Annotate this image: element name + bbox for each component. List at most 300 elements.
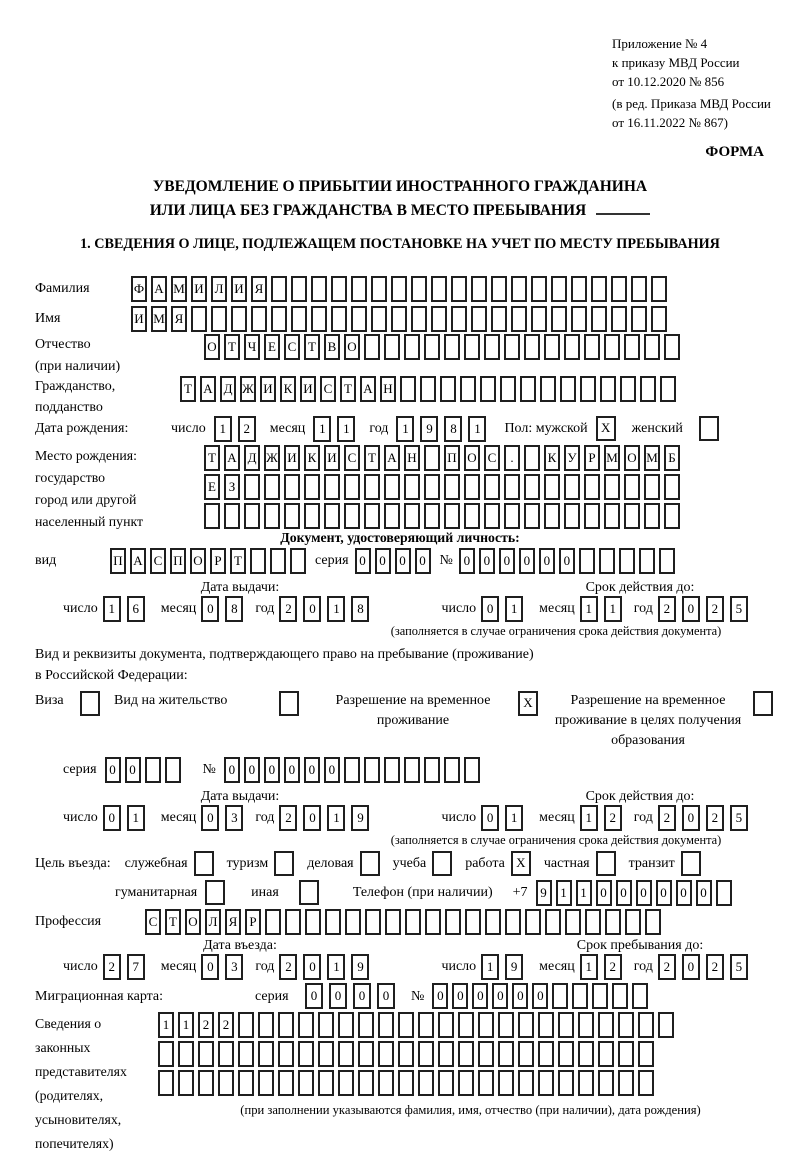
char-cell[interactable] xyxy=(464,757,480,783)
checkbox-visa[interactable] xyxy=(80,691,100,716)
char-cell[interactable] xyxy=(325,909,341,935)
char-cell[interactable]: С xyxy=(150,548,166,574)
char-cell[interactable] xyxy=(591,306,607,332)
char-cell[interactable]: 0 xyxy=(432,983,448,1009)
iddoc-expiry-year[interactable] xyxy=(658,596,754,622)
char-cell[interactable]: 0 xyxy=(559,548,575,574)
char-cell[interactable] xyxy=(404,474,420,500)
char-cell[interactable]: 1 xyxy=(396,416,414,442)
char-cell[interactable] xyxy=(525,909,541,935)
char-cell[interactable]: 2 xyxy=(218,1012,234,1038)
char-cell[interactable] xyxy=(524,503,540,529)
char-cell[interactable] xyxy=(571,276,587,302)
char-cell[interactable] xyxy=(585,909,601,935)
checkbox-purpose-other[interactable] xyxy=(299,880,319,905)
char-cell[interactable]: И xyxy=(284,445,300,471)
char-cell[interactable] xyxy=(504,474,520,500)
char-cell[interactable] xyxy=(425,909,441,935)
char-cell[interactable]: А xyxy=(384,445,400,471)
char-cell[interactable] xyxy=(385,909,401,935)
char-cell[interactable]: 0 xyxy=(656,880,672,906)
char-cell[interactable] xyxy=(520,376,536,402)
char-cell[interactable] xyxy=(598,1070,614,1096)
char-cell[interactable]: 0 xyxy=(353,983,371,1009)
entry-month[interactable] xyxy=(201,954,249,980)
char-cell[interactable] xyxy=(418,1070,434,1096)
char-cell[interactable]: И xyxy=(324,445,340,471)
char-cell[interactable]: А xyxy=(224,445,240,471)
char-cell[interactable] xyxy=(544,334,560,360)
char-cell[interactable] xyxy=(411,306,427,332)
birth-day-input[interactable] xyxy=(214,416,262,442)
char-cell[interactable]: 6 xyxy=(127,596,145,622)
char-cell[interactable] xyxy=(344,503,360,529)
char-cell[interactable] xyxy=(191,306,207,332)
char-cell[interactable] xyxy=(391,276,407,302)
char-cell[interactable] xyxy=(304,503,320,529)
char-cell[interactable] xyxy=(290,548,306,574)
char-cell[interactable]: 0 xyxy=(472,983,488,1009)
char-cell[interactable] xyxy=(405,909,421,935)
char-cell[interactable] xyxy=(478,1012,494,1038)
iddoc-expiry-month[interactable] xyxy=(580,596,628,622)
char-cell[interactable]: Т xyxy=(340,376,356,402)
char-cell[interactable]: 9 xyxy=(505,954,523,980)
char-cell[interactable] xyxy=(418,1012,434,1038)
char-cell[interactable]: 0 xyxy=(682,805,700,831)
char-cell[interactable] xyxy=(318,1041,334,1067)
char-cell[interactable]: О xyxy=(204,334,220,360)
char-cell[interactable] xyxy=(250,548,266,574)
char-cell[interactable] xyxy=(358,1012,374,1038)
char-cell[interactable] xyxy=(278,1012,294,1038)
char-cell[interactable] xyxy=(291,306,307,332)
resdoc-expiry-year[interactable] xyxy=(658,805,754,831)
checkbox-purpose-business[interactable] xyxy=(360,851,380,876)
char-cell[interactable] xyxy=(592,983,608,1009)
resdoc-issue-year[interactable] xyxy=(279,805,375,831)
char-cell[interactable] xyxy=(498,1041,514,1067)
char-cell[interactable] xyxy=(444,757,460,783)
migcard-number-input[interactable] xyxy=(432,983,652,1009)
char-cell[interactable] xyxy=(404,503,420,529)
char-cell[interactable] xyxy=(491,306,507,332)
char-cell[interactable]: 2 xyxy=(658,954,676,980)
char-cell[interactable] xyxy=(664,474,680,500)
char-cell[interactable]: 1 xyxy=(556,880,572,906)
char-cell[interactable]: Р xyxy=(210,548,226,574)
char-cell[interactable] xyxy=(631,306,647,332)
char-cell[interactable] xyxy=(398,1012,414,1038)
char-cell[interactable] xyxy=(644,334,660,360)
char-cell[interactable]: 0 xyxy=(512,983,528,1009)
char-cell[interactable] xyxy=(384,334,400,360)
char-cell[interactable] xyxy=(258,1070,274,1096)
legal-input-row3[interactable] xyxy=(158,1070,743,1096)
iddoc-series-input[interactable] xyxy=(355,548,435,574)
birthplace-input-row2[interactable] xyxy=(204,474,684,500)
char-cell[interactable] xyxy=(438,1041,454,1067)
char-cell[interactable] xyxy=(224,503,240,529)
char-cell[interactable]: 9 xyxy=(536,880,552,906)
char-cell[interactable] xyxy=(611,276,627,302)
char-cell[interactable] xyxy=(518,1012,534,1038)
char-cell[interactable]: 0 xyxy=(596,880,612,906)
char-cell[interactable] xyxy=(579,548,595,574)
char-cell[interactable]: 0 xyxy=(244,757,260,783)
char-cell[interactable] xyxy=(471,276,487,302)
char-cell[interactable] xyxy=(384,757,400,783)
char-cell[interactable]: 0 xyxy=(532,983,548,1009)
char-cell[interactable]: 0 xyxy=(539,548,555,574)
char-cell[interactable]: Т xyxy=(180,376,196,402)
char-cell[interactable]: Т xyxy=(165,909,181,935)
char-cell[interactable]: 5 xyxy=(730,805,748,831)
char-cell[interactable] xyxy=(438,1070,454,1096)
char-cell[interactable]: 2 xyxy=(658,596,676,622)
char-cell[interactable] xyxy=(265,909,281,935)
char-cell[interactable] xyxy=(378,1070,394,1096)
stay-year[interactable] xyxy=(658,954,754,980)
char-cell[interactable]: И xyxy=(131,306,147,332)
char-cell[interactable] xyxy=(545,909,561,935)
char-cell[interactable] xyxy=(580,376,596,402)
resdoc-number-input[interactable] xyxy=(224,757,484,783)
char-cell[interactable] xyxy=(165,757,181,783)
char-cell[interactable] xyxy=(524,334,540,360)
char-cell[interactable] xyxy=(638,1012,654,1038)
char-cell[interactable]: Е xyxy=(204,474,220,500)
char-cell[interactable] xyxy=(364,503,380,529)
char-cell[interactable]: 0 xyxy=(375,548,391,574)
char-cell[interactable]: Т xyxy=(364,445,380,471)
char-cell[interactable] xyxy=(578,1070,594,1096)
char-cell[interactable]: Ж xyxy=(240,376,256,402)
char-cell[interactable]: 8 xyxy=(351,596,369,622)
char-cell[interactable] xyxy=(398,1070,414,1096)
char-cell[interactable]: 0 xyxy=(479,548,495,574)
char-cell[interactable] xyxy=(524,474,540,500)
char-cell[interactable] xyxy=(500,376,516,402)
char-cell[interactable] xyxy=(458,1041,474,1067)
char-cell[interactable]: 0 xyxy=(415,548,431,574)
char-cell[interactable] xyxy=(658,1012,674,1038)
char-cell[interactable]: 2 xyxy=(706,805,724,831)
char-cell[interactable]: 0 xyxy=(499,548,515,574)
char-cell[interactable]: 0 xyxy=(305,983,323,1009)
char-cell[interactable] xyxy=(618,1070,634,1096)
char-cell[interactable] xyxy=(418,1041,434,1067)
char-cell[interactable] xyxy=(284,503,300,529)
char-cell[interactable] xyxy=(498,1070,514,1096)
char-cell[interactable]: 1 xyxy=(580,596,598,622)
char-cell[interactable] xyxy=(238,1070,254,1096)
char-cell[interactable]: 7 xyxy=(127,954,145,980)
char-cell[interactable]: Ж xyxy=(264,445,280,471)
char-cell[interactable] xyxy=(464,474,480,500)
char-cell[interactable] xyxy=(611,306,627,332)
resdoc-issue-day[interactable] xyxy=(103,805,151,831)
char-cell[interactable] xyxy=(238,1012,254,1038)
char-cell[interactable] xyxy=(264,503,280,529)
char-cell[interactable]: 2 xyxy=(604,954,622,980)
char-cell[interactable] xyxy=(631,276,647,302)
citizenship-input[interactable] xyxy=(180,376,680,402)
checkbox-purpose-humanitarian[interactable] xyxy=(205,880,225,905)
char-cell[interactable] xyxy=(324,503,340,529)
char-cell[interactable]: 1 xyxy=(580,805,598,831)
char-cell[interactable] xyxy=(632,983,648,1009)
checkbox-purpose-private[interactable] xyxy=(596,851,616,876)
char-cell[interactable]: 2 xyxy=(279,596,297,622)
char-cell[interactable] xyxy=(404,334,420,360)
char-cell[interactable] xyxy=(478,1070,494,1096)
char-cell[interactable] xyxy=(158,1041,174,1067)
char-cell[interactable]: 2 xyxy=(198,1012,214,1038)
char-cell[interactable] xyxy=(664,503,680,529)
char-cell[interactable] xyxy=(598,1012,614,1038)
char-cell[interactable]: 0 xyxy=(492,983,508,1009)
char-cell[interactable] xyxy=(644,503,660,529)
char-cell[interactable]: А xyxy=(200,376,216,402)
char-cell[interactable] xyxy=(604,334,620,360)
iddoc-type-input[interactable] xyxy=(110,548,310,574)
char-cell[interactable] xyxy=(464,503,480,529)
char-cell[interactable]: 2 xyxy=(706,954,724,980)
char-cell[interactable]: 1 xyxy=(505,596,523,622)
char-cell[interactable] xyxy=(511,306,527,332)
char-cell[interactable]: М xyxy=(171,276,187,302)
char-cell[interactable] xyxy=(291,276,307,302)
char-cell[interactable] xyxy=(544,474,560,500)
char-cell[interactable] xyxy=(638,1070,654,1096)
char-cell[interactable]: 0 xyxy=(377,983,395,1009)
char-cell[interactable] xyxy=(258,1041,274,1067)
entry-day[interactable] xyxy=(103,954,151,980)
char-cell[interactable] xyxy=(565,909,581,935)
char-cell[interactable]: О xyxy=(344,334,360,360)
firstname-input[interactable] xyxy=(131,306,671,332)
char-cell[interactable] xyxy=(440,376,456,402)
char-cell[interactable]: 2 xyxy=(706,596,724,622)
char-cell[interactable] xyxy=(471,306,487,332)
char-cell[interactable] xyxy=(651,276,667,302)
char-cell[interactable] xyxy=(624,503,640,529)
char-cell[interactable]: 3 xyxy=(225,805,243,831)
char-cell[interactable]: М xyxy=(151,306,167,332)
char-cell[interactable] xyxy=(651,306,667,332)
char-cell[interactable] xyxy=(424,334,440,360)
iddoc-issue-day[interactable] xyxy=(103,596,151,622)
checkbox-purpose-transit[interactable] xyxy=(681,851,701,876)
stay-month[interactable] xyxy=(580,954,628,980)
char-cell[interactable] xyxy=(600,376,616,402)
char-cell[interactable]: 0 xyxy=(201,805,219,831)
char-cell[interactable] xyxy=(660,376,676,402)
char-cell[interactable]: 0 xyxy=(676,880,692,906)
char-cell[interactable] xyxy=(400,376,416,402)
legal-input-row2[interactable] xyxy=(158,1041,743,1067)
char-cell[interactable] xyxy=(558,1012,574,1038)
char-cell[interactable] xyxy=(639,548,655,574)
char-cell[interactable]: Ф xyxy=(131,276,147,302)
char-cell[interactable] xyxy=(398,1041,414,1067)
char-cell[interactable] xyxy=(584,503,600,529)
char-cell[interactable] xyxy=(552,983,568,1009)
char-cell[interactable]: 2 xyxy=(103,954,121,980)
char-cell[interactable]: Я xyxy=(171,306,187,332)
char-cell[interactable]: О xyxy=(624,445,640,471)
char-cell[interactable]: С xyxy=(484,445,500,471)
char-cell[interactable]: 1 xyxy=(103,596,121,622)
birth-year-input[interactable] xyxy=(396,416,492,442)
char-cell[interactable] xyxy=(618,1041,634,1067)
char-cell[interactable] xyxy=(305,909,321,935)
birthplace-input-row3[interactable] xyxy=(204,503,684,529)
char-cell[interactable] xyxy=(344,757,360,783)
char-cell[interactable] xyxy=(384,474,400,500)
char-cell[interactable]: 0 xyxy=(284,757,300,783)
checkbox-purpose-official[interactable] xyxy=(194,851,214,876)
char-cell[interactable]: 0 xyxy=(519,548,535,574)
char-cell[interactable] xyxy=(484,334,500,360)
checkbox-residence-permit[interactable] xyxy=(279,691,299,716)
char-cell[interactable]: 1 xyxy=(178,1012,194,1038)
entry-year[interactable] xyxy=(279,954,375,980)
char-cell[interactable] xyxy=(231,306,247,332)
char-cell[interactable] xyxy=(531,276,547,302)
char-cell[interactable]: 0 xyxy=(636,880,652,906)
char-cell[interactable] xyxy=(540,376,556,402)
char-cell[interactable] xyxy=(518,1070,534,1096)
char-cell[interactable]: 0 xyxy=(452,983,468,1009)
char-cell[interactable]: 1 xyxy=(580,954,598,980)
char-cell[interactable]: З xyxy=(224,474,240,500)
char-cell[interactable]: 0 xyxy=(481,805,499,831)
char-cell[interactable]: Я xyxy=(251,276,267,302)
char-cell[interactable] xyxy=(480,376,496,402)
checkbox-male[interactable]: X xyxy=(596,416,616,441)
char-cell[interactable]: 2 xyxy=(238,416,256,442)
char-cell[interactable]: 2 xyxy=(279,805,297,831)
char-cell[interactable] xyxy=(338,1012,354,1038)
char-cell[interactable]: Д xyxy=(220,376,236,402)
char-cell[interactable] xyxy=(584,334,600,360)
char-cell[interactable] xyxy=(411,276,427,302)
char-cell[interactable] xyxy=(511,276,527,302)
char-cell[interactable] xyxy=(145,757,161,783)
char-cell[interactable]: Н xyxy=(404,445,420,471)
char-cell[interactable]: К xyxy=(280,376,296,402)
char-cell[interactable]: Т xyxy=(204,445,220,471)
char-cell[interactable]: 1 xyxy=(327,954,345,980)
char-cell[interactable]: 1 xyxy=(468,416,486,442)
char-cell[interactable]: 1 xyxy=(313,416,331,442)
char-cell[interactable]: 0 xyxy=(459,548,475,574)
char-cell[interactable]: 1 xyxy=(576,880,592,906)
char-cell[interactable] xyxy=(538,1070,554,1096)
char-cell[interactable]: 1 xyxy=(505,805,523,831)
char-cell[interactable]: 2 xyxy=(658,805,676,831)
char-cell[interactable]: П xyxy=(444,445,460,471)
char-cell[interactable] xyxy=(358,1041,374,1067)
checkbox-purpose-tourism[interactable] xyxy=(274,851,294,876)
char-cell[interactable] xyxy=(365,909,381,935)
char-cell[interactable] xyxy=(364,474,380,500)
char-cell[interactable] xyxy=(659,548,675,574)
char-cell[interactable] xyxy=(444,334,460,360)
char-cell[interactable] xyxy=(345,909,361,935)
char-cell[interactable] xyxy=(331,306,347,332)
char-cell[interactable] xyxy=(460,376,476,402)
char-cell[interactable]: К xyxy=(544,445,560,471)
char-cell[interactable] xyxy=(625,909,641,935)
char-cell[interactable] xyxy=(338,1041,354,1067)
char-cell[interactable]: Я xyxy=(225,909,241,935)
char-cell[interactable] xyxy=(551,276,567,302)
char-cell[interactable] xyxy=(378,1012,394,1038)
char-cell[interactable] xyxy=(244,474,260,500)
char-cell[interactable] xyxy=(318,1012,334,1038)
char-cell[interactable]: 1 xyxy=(337,416,355,442)
char-cell[interactable] xyxy=(178,1070,194,1096)
char-cell[interactable] xyxy=(638,1041,654,1067)
char-cell[interactable]: Ч xyxy=(244,334,260,360)
char-cell[interactable] xyxy=(578,1012,594,1038)
char-cell[interactable] xyxy=(351,276,367,302)
char-cell[interactable] xyxy=(578,1041,594,1067)
char-cell[interactable] xyxy=(444,503,460,529)
char-cell[interactable] xyxy=(498,1012,514,1038)
patronymic-input[interactable] xyxy=(204,334,684,360)
char-cell[interactable] xyxy=(358,1070,374,1096)
char-cell[interactable] xyxy=(504,503,520,529)
char-cell[interactable]: 3 xyxy=(225,954,243,980)
char-cell[interactable]: 1 xyxy=(214,416,232,442)
resdoc-expiry-month[interactable] xyxy=(580,805,628,831)
char-cell[interactable] xyxy=(645,909,661,935)
birthplace-input-row1[interactable] xyxy=(204,445,684,471)
char-cell[interactable] xyxy=(445,909,461,935)
char-cell[interactable] xyxy=(538,1012,554,1038)
checkbox-temp-residence[interactable]: X xyxy=(518,691,538,716)
char-cell[interactable]: 0 xyxy=(303,805,321,831)
checkbox-purpose-study[interactable] xyxy=(432,851,452,876)
char-cell[interactable]: 8 xyxy=(225,596,243,622)
char-cell[interactable] xyxy=(158,1070,174,1096)
char-cell[interactable] xyxy=(264,474,280,500)
char-cell[interactable]: Л xyxy=(211,276,227,302)
char-cell[interactable]: И xyxy=(191,276,207,302)
char-cell[interactable] xyxy=(364,334,380,360)
char-cell[interactable]: И xyxy=(231,276,247,302)
char-cell[interactable] xyxy=(271,276,287,302)
char-cell[interactable] xyxy=(558,1070,574,1096)
char-cell[interactable] xyxy=(311,276,327,302)
stay-day[interactable] xyxy=(481,954,529,980)
char-cell[interactable] xyxy=(318,1070,334,1096)
char-cell[interactable]: 1 xyxy=(127,805,145,831)
char-cell[interactable]: 0 xyxy=(395,548,411,574)
iddoc-expiry-day[interactable] xyxy=(481,596,529,622)
resdoc-series-input[interactable] xyxy=(105,757,185,783)
char-cell[interactable] xyxy=(591,276,607,302)
char-cell[interactable]: Р xyxy=(584,445,600,471)
char-cell[interactable]: Т xyxy=(230,548,246,574)
char-cell[interactable] xyxy=(218,1070,234,1096)
char-cell[interactable]: 2 xyxy=(279,954,297,980)
char-cell[interactable]: 0 xyxy=(125,757,141,783)
